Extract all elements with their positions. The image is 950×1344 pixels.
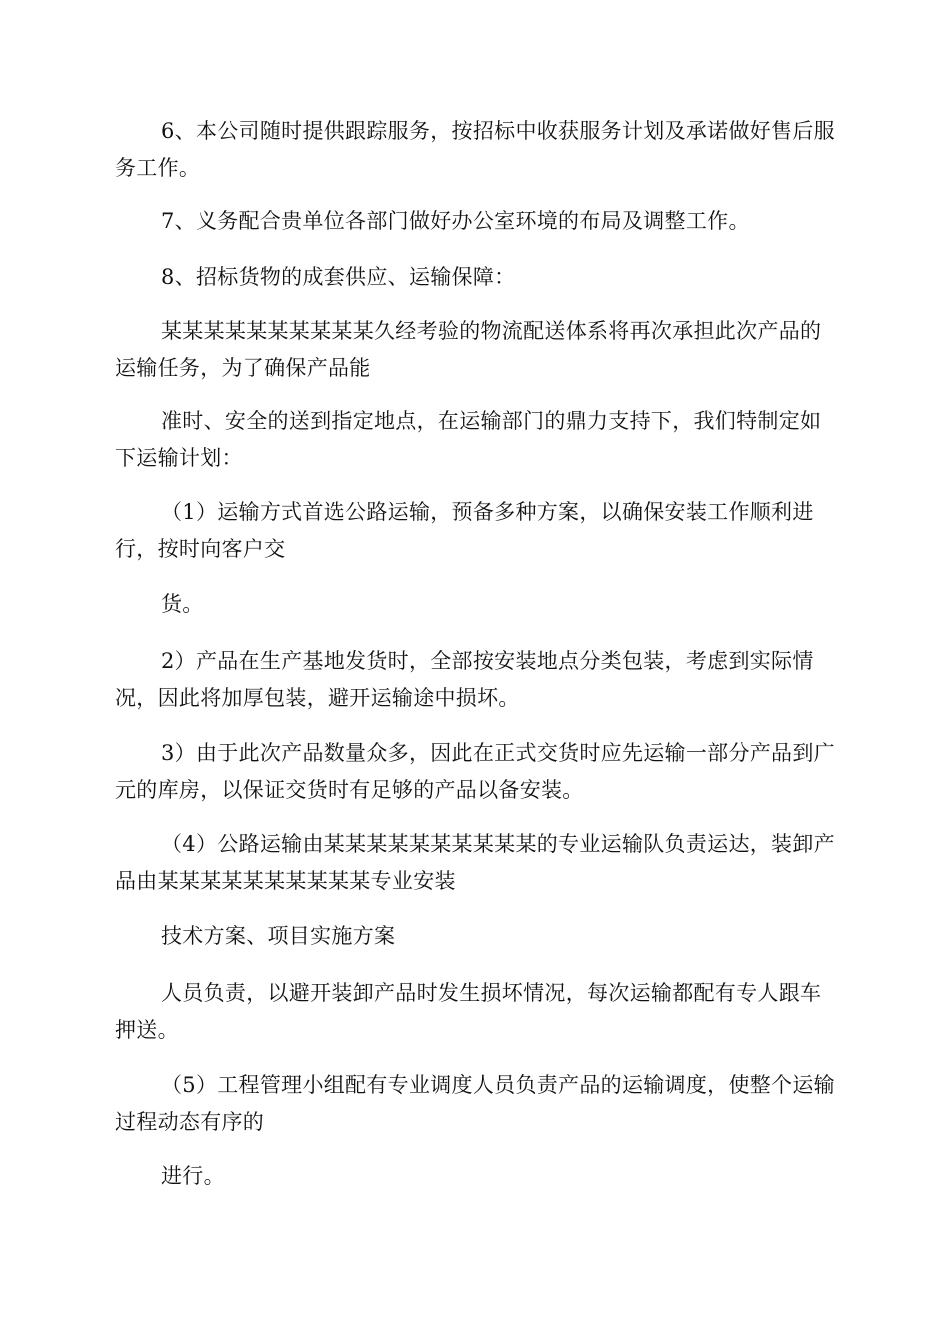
paragraph-6-after-sales: 6、本公司随时提供跟踪服务，按招标中收获服务计划及承诺做好售后服务工作。 <box>115 119 835 180</box>
paragraph-item-3: 3）由于此次产品数量众多，因此在正式交货时应先运输一部分产品到广元的库房，以保证交货时有足够的产品以备安装。 <box>115 741 835 802</box>
paragraph-item-2: 2）产品在生产基地发货时，全部按安装地点分类包装，考虑到实际情况，因此将加厚包装，避开运输途中损坏。 <box>115 649 814 710</box>
paragraph-item-5-continued: 进行。 <box>161 1164 225 1188</box>
paragraph-item-5: （5）工程管理小组配有专业调度人员负责产品的运输调度，使整个运输过程动态有序的 <box>115 1073 835 1134</box>
paragraph-logistics-intro: 某某某某某某某某某某久经考验的物流配送体系将再次承担此次产品的运输任务，为了确保产品能 <box>115 319 822 380</box>
paragraph-7-office-cooperation: 7、义务配合贵单位各部门做好办公室环境的布局及调整工作。 <box>161 209 750 233</box>
paragraph-8-supply-transport: 8、招标货物的成套供应、运输保障： <box>161 265 516 289</box>
paragraph-transport-plan: 准时、安全的送到指定地点，在运输部门的鼎力支持下，我们特制定如下运输计划： <box>115 409 822 470</box>
paragraph-item-4-continued: 人员负责，以避开装卸产品时发生损坏情况，每次运输都配有专人跟车押送。 <box>115 981 822 1042</box>
paragraph-item-1-continued: 货。 <box>161 592 204 616</box>
paragraph-item-1: （1）运输方式首选公路运输，预备多种方案，以确保安装工作顺利进行，按时向客户交 <box>115 500 814 561</box>
paragraph-section-label: 技术方案、项目实施方案 <box>161 924 396 948</box>
paragraph-item-4: （4）公路运输由某某某某某某某某某某的专业运输队负责运达，装卸产品由某某某某某某某某某某专业安装 <box>115 832 835 893</box>
